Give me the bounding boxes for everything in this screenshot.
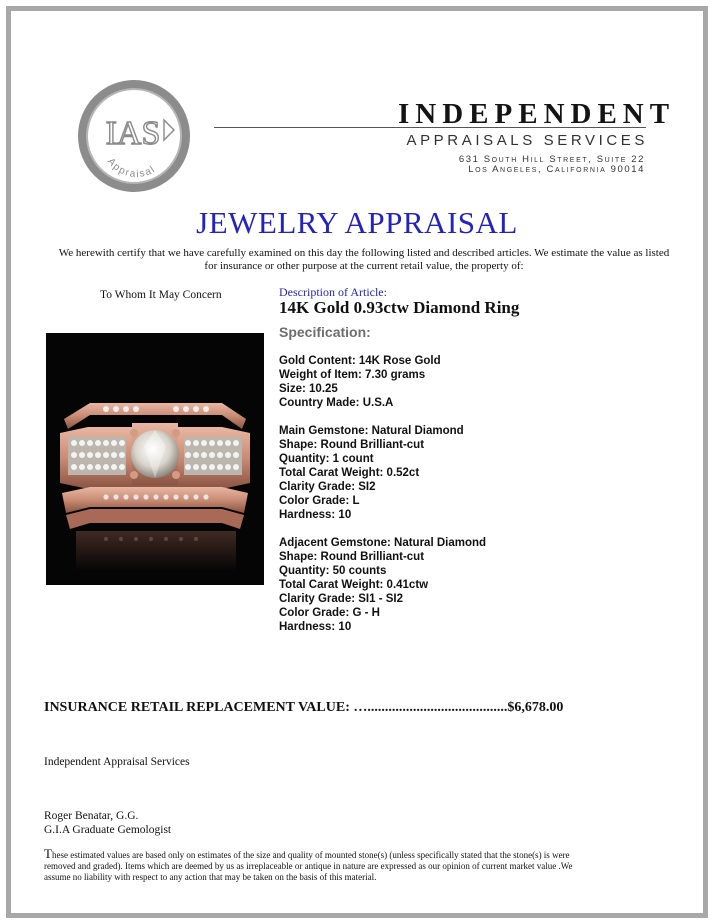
- spec-line: Adjacent Gemstone: Natural Diamond: [279, 537, 487, 549]
- spec-line: Hardness: 10: [279, 621, 352, 633]
- specification-label: Specification:: [279, 324, 371, 340]
- ring-photo: [46, 333, 264, 585]
- address-line-1: 631 South Hill Street, Suite 22: [458, 154, 645, 165]
- spec-line: Gold Content: 14K Rose Gold: [279, 355, 441, 367]
- spec-line: Hardness: 10: [279, 509, 352, 521]
- logo-monogram: IAS: [105, 115, 161, 152]
- spec-line: Total Carat Weight: 0.41ctw: [279, 579, 429, 591]
- spec-line: Clarity Grade: SI2: [279, 481, 376, 493]
- certification-text: We herewith certify that we have carefully examined on this day the following listed and described articles. We estimate the value as listed for insurance or other purpose at the current retail value, the property of:: [58, 247, 670, 272]
- gemologist-title: G.I.A Graduate Gemologist: [44, 824, 172, 836]
- spec-line: Weight of Item: 7.30 grams: [279, 369, 426, 381]
- spec-line: Color Grade: L: [279, 495, 360, 507]
- diamond-ring-icon: [46, 333, 264, 585]
- brand-subtitle: APPRAISALS SERVICES: [406, 132, 648, 149]
- brand-name: INDEPENDENT: [398, 98, 676, 130]
- property-owner: To Whom It May Concern: [100, 289, 222, 301]
- address-line-2: Los Angeles, California 90014: [468, 164, 645, 175]
- spec-line: Color Grade: G - H: [279, 607, 380, 619]
- ias-logo: [78, 80, 190, 192]
- logo-arc-text: Appraisal: [104, 156, 158, 181]
- spec-line: Quantity: 50 counts: [279, 565, 387, 577]
- disclaimer-initial: T: [44, 846, 52, 861]
- description-label: Description of Article:: [279, 285, 387, 299]
- spec-line: Clarity Grade: SI1 - SI2: [279, 593, 403, 605]
- spec-line: Quantity: 1 count: [279, 453, 374, 465]
- svg-text:Appraisal: [105, 156, 158, 180]
- specification-list: [279, 354, 486, 648]
- spec-group-main-gemstone: [279, 424, 486, 522]
- spec-line: Total Carat Weight: 0.52ct: [279, 467, 420, 479]
- spec-group-adjacent-gemstone: [279, 536, 486, 634]
- article-name: 14K Gold 0.93ctw Diamond Ring: [279, 298, 520, 317]
- disclaimer: [44, 848, 584, 883]
- document-title: JEWELRY APPRAISAL: [196, 205, 518, 240]
- spec-line: Shape: Round Brilliant-cut: [279, 551, 425, 563]
- spec-line: Main Gemstone: Natural Diamond: [279, 425, 464, 437]
- spec-line: Shape: Round Brilliant-cut: [279, 439, 425, 451]
- spec-group-metal: [279, 354, 486, 410]
- firm-name: Independent Appraisal Services: [44, 756, 190, 768]
- logo-mark-icon: [78, 80, 190, 192]
- disclaimer-text: hese estimated values are based only on estimates of the size and quality of mounted stone(s) (unless specifically stated that the stone(s) is were removed and graded). Items which are deemed by us as irreplaceable or antique in nature are expressed as our opinion of current market value .We assume no liability with respect to any action that may be taken on the basis of this material.: [44, 850, 573, 882]
- gemologist-name: Roger Benatar, G.G.: [44, 810, 139, 822]
- spec-line: Country Made: U.S.A: [279, 397, 394, 409]
- spec-line: Size: 10.25: [279, 383, 338, 395]
- insurance-value: INSURANCE RETAIL REPLACEMENT VALUE: …........................................$6,678.00: [44, 700, 564, 715]
